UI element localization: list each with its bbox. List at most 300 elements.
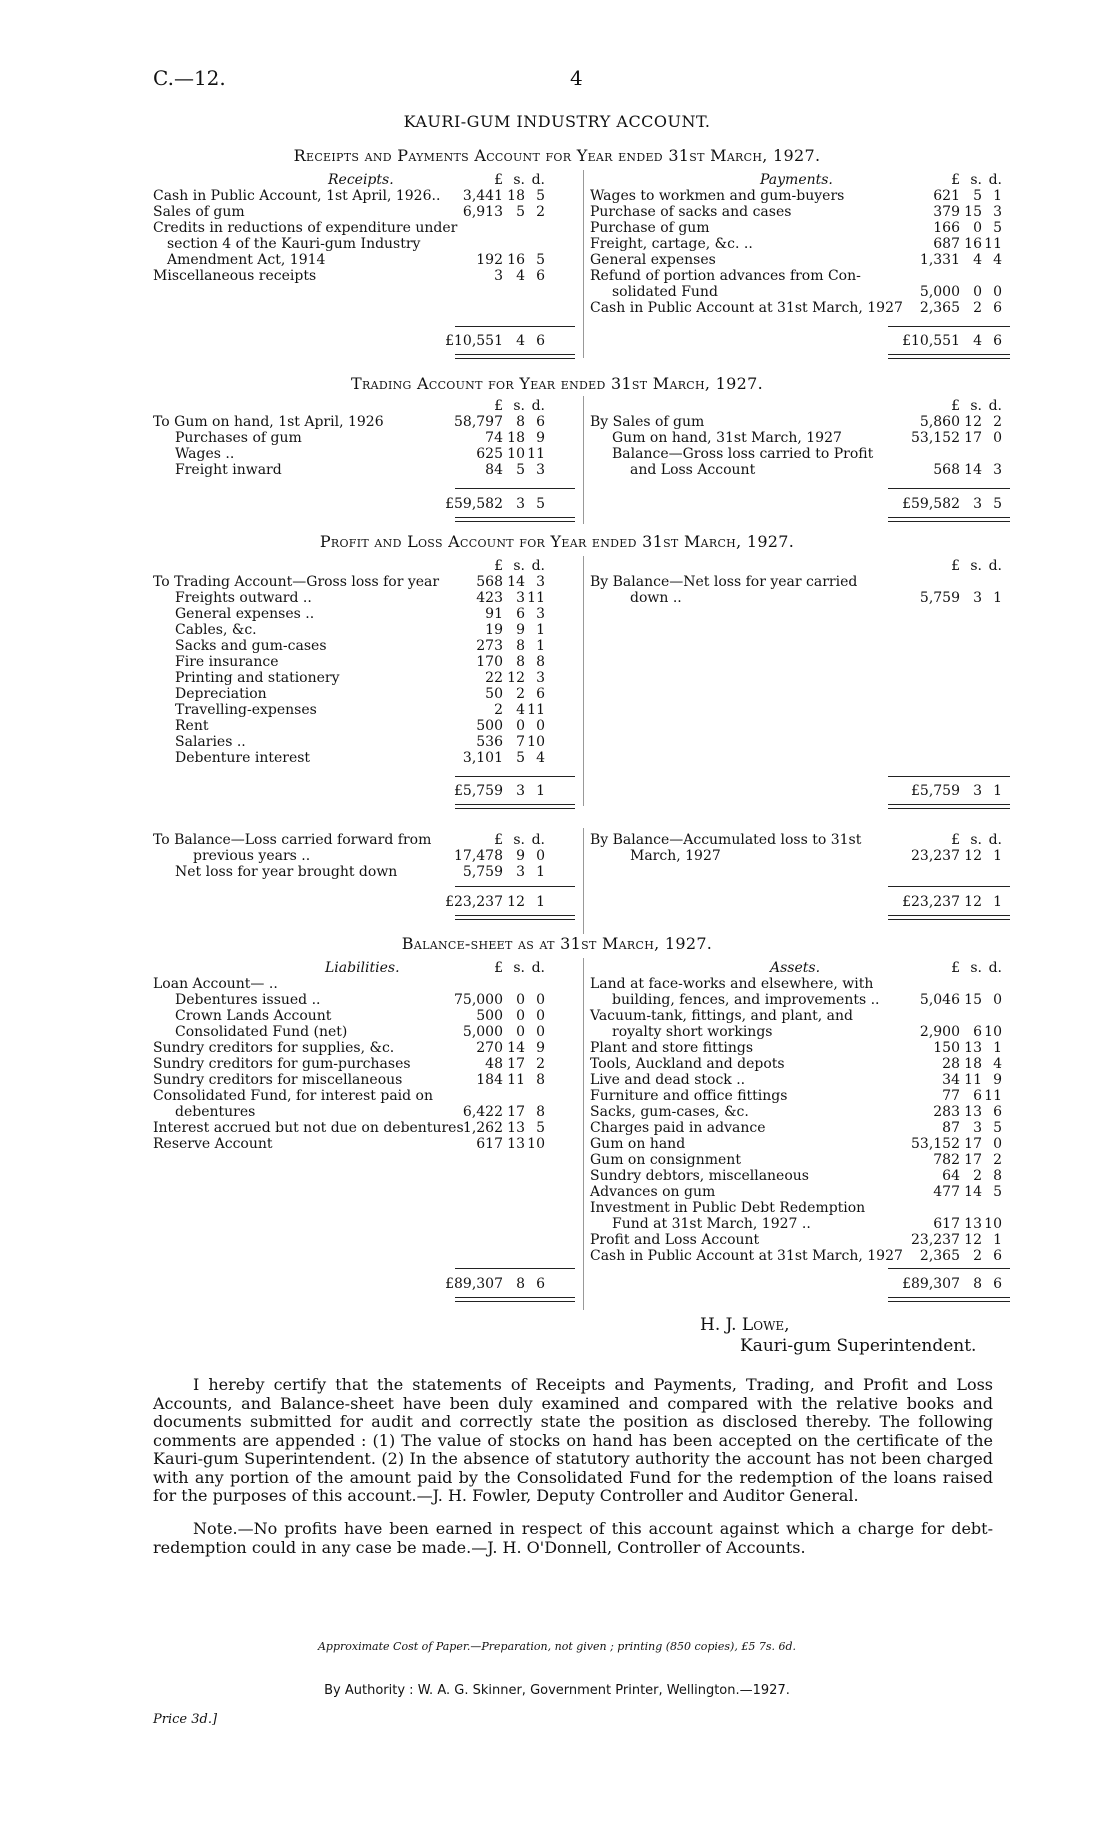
pounds-value: 3,441 <box>462 188 503 204</box>
pounds-value: 568 <box>933 462 960 478</box>
line-label: Fire insurance <box>175 654 279 670</box>
pounds-value: 23,237 <box>911 1232 960 1248</box>
pounds-value: 270 <box>476 1040 503 1056</box>
shillings-value: 12 <box>964 1232 982 1248</box>
pounds-head: £ <box>951 960 960 976</box>
receipt-row <box>153 252 563 268</box>
signatory-name: H. J. Lowe, <box>700 1315 790 1335</box>
pence-value: 3 <box>536 670 545 686</box>
pounds-value: 2 <box>494 702 503 718</box>
trading-credit-row <box>590 446 1010 462</box>
authority-line: By Authority : W. A. G. Skinner, Government Printer, Wellington.—1927. <box>324 1683 790 1698</box>
line-label: Purchase of sacks and cases <box>590 204 792 220</box>
pence-head: d. <box>988 172 1002 188</box>
bs-right-double-rule <box>888 1297 1010 1302</box>
line-label: Profit and Loss Account <box>590 1232 760 1248</box>
pl-debit-row <box>153 670 563 686</box>
shillings-value: 2 <box>973 1168 982 1184</box>
pence-value: 8 <box>993 1168 1002 1184</box>
pl2-right-rule <box>888 886 1010 887</box>
pounds-value: 2,900 <box>919 1024 960 1040</box>
shillings-value: 0 <box>516 992 525 1008</box>
payment-row <box>590 236 1010 252</box>
payments-heading: Payments. <box>760 172 833 188</box>
pounds-value: 2,365 <box>919 1248 960 1264</box>
line-label: Crown Lands Account <box>175 1008 332 1024</box>
pounds-value: 500 <box>476 1008 503 1024</box>
pence-head: d. <box>531 172 545 188</box>
line-label: Charges paid in advance <box>590 1120 766 1136</box>
shillings-value: 3 <box>516 864 525 880</box>
liability-row <box>153 1024 563 1040</box>
pence-value: 1 <box>536 864 545 880</box>
line-label: Sacks, gum-cases, &c. <box>590 1104 749 1120</box>
pence-head: d. <box>531 558 545 574</box>
price-label: Price 3d.] <box>153 1712 218 1727</box>
pounds-value: 6,422 <box>462 1104 503 1120</box>
shillings-value: 14 <box>507 574 525 590</box>
total-pence: 6 <box>536 333 545 349</box>
trading-credit-row <box>590 462 1010 478</box>
trading-credit-row <box>590 430 1010 446</box>
line-label: Credits in reductions of expenditure under <box>153 220 458 236</box>
pounds-value: 283 <box>933 1104 960 1120</box>
pounds-value: 84 <box>485 462 503 478</box>
trading-credit-row <box>590 414 1010 430</box>
shillings-value: 2 <box>973 1248 982 1264</box>
liabilities-heading-row <box>153 960 563 976</box>
pounds-value: 5,860 <box>919 414 960 430</box>
pence-value: 11 <box>984 1088 1002 1104</box>
asset-row <box>590 1072 1010 1088</box>
line-label: Miscellaneous receipts <box>153 268 317 284</box>
pounds-value: 617 <box>476 1136 503 1152</box>
asset-row <box>590 1088 1010 1104</box>
pounds-value: 23,237 <box>911 848 960 864</box>
line-label: Travelling-expenses <box>175 702 317 718</box>
trading-left-rule <box>455 488 575 489</box>
line-label: building, fences, and improvements .. <box>612 992 880 1008</box>
pounds-value: 5,000 <box>462 1024 503 1040</box>
pence-head: d. <box>531 398 545 414</box>
pounds-value: 1,331 <box>919 252 960 268</box>
pence-head: d. <box>988 558 1002 574</box>
pence-value: 3 <box>993 462 1002 478</box>
money-heads-row <box>153 558 563 574</box>
shillings-value: 13 <box>964 1104 982 1120</box>
pence-value: 1 <box>993 1232 1002 1248</box>
trading-debit-row <box>153 430 563 446</box>
pounds-head: £ <box>951 558 960 574</box>
line-label: Depreciation <box>175 686 267 702</box>
payment-row <box>590 300 1010 316</box>
pence-value: 10 <box>527 734 545 750</box>
total-pence: 1 <box>536 783 545 799</box>
pounds-value: 617 <box>933 1216 960 1232</box>
shillings-value: 5 <box>516 750 525 766</box>
pence-value: 6 <box>536 686 545 702</box>
payment-row <box>590 220 1010 236</box>
line-label: Investment in Public Debt Redemption <box>590 1200 866 1216</box>
line-label: Tools, Auckland and depots <box>590 1056 785 1072</box>
pounds-value: 273 <box>476 638 503 654</box>
asset-row <box>590 1120 1010 1136</box>
pence-value: 6 <box>993 300 1002 316</box>
pounds-value: 91 <box>485 606 503 622</box>
line-label: Net loss for year brought down <box>175 864 398 880</box>
pence-value: 11 <box>527 702 545 718</box>
pounds-value: 423 <box>476 590 503 606</box>
pl2-right-double-rule <box>888 915 1010 920</box>
line-label: Purchase of gum <box>590 220 710 236</box>
shillings-value: 17 <box>507 1056 525 1072</box>
asset-row <box>590 1024 1010 1040</box>
rp-left-double-rule <box>455 354 575 359</box>
pence-value: 0 <box>536 1008 545 1024</box>
asset-row <box>590 1104 1010 1120</box>
pounds-value: 50 <box>485 686 503 702</box>
trading-right-double-rule <box>888 517 1010 522</box>
pl-debit-row <box>153 686 563 702</box>
total-pounds: £10,551 <box>445 333 503 349</box>
shillings-value: 17 <box>964 1152 982 1168</box>
shillings-value: 5 <box>516 462 525 478</box>
pence-value: 11 <box>527 590 545 606</box>
line-label: Refund of portion advances from Con- <box>590 268 861 284</box>
pence-value: 2 <box>993 414 1002 430</box>
shillings-value: 13 <box>507 1136 525 1152</box>
pl-debit-row <box>153 750 563 766</box>
pl-debit-row <box>153 734 563 750</box>
line-label: Loan Account— .. <box>153 976 278 992</box>
money-heads-row <box>590 398 1010 414</box>
asset-row <box>590 1008 1010 1024</box>
pounds-value: 625 <box>476 446 503 462</box>
line-label: Sundry creditors for gum-purchases <box>153 1056 411 1072</box>
pl-debit-row <box>153 654 563 670</box>
line-label: Gum on hand <box>590 1136 686 1152</box>
total-pence: 6 <box>993 333 1002 349</box>
trading-left-double-rule <box>455 517 575 522</box>
shillings-value: 17 <box>507 1104 525 1120</box>
pl-debit-row <box>153 606 563 622</box>
shillings-value: 11 <box>507 1072 525 1088</box>
pounds-value: 64 <box>942 1168 960 1184</box>
shillings-head: s. <box>970 960 982 976</box>
shillings-value: 13 <box>507 1120 525 1136</box>
liability-row <box>153 992 563 1008</box>
line-label: To Balance—Loss carried forward from <box>153 832 432 848</box>
pence-value: 10 <box>527 1136 545 1152</box>
pence-value: 1 <box>993 590 1002 606</box>
shillings-value: 16 <box>507 252 525 268</box>
line-label: By Balance—Net loss for year carried <box>590 574 858 590</box>
pounds-value: 5,000 <box>919 284 960 300</box>
pence-value: 5 <box>536 1120 545 1136</box>
pounds-value: 536 <box>476 734 503 750</box>
pounds-value: 2,365 <box>919 300 960 316</box>
shillings-value: 2 <box>973 300 982 316</box>
shillings-head: s. <box>970 558 982 574</box>
pence-value: 6 <box>993 1248 1002 1264</box>
pounds-value: 34 <box>942 1072 960 1088</box>
pl2-credit-row <box>590 848 1010 864</box>
line-label: Debentures issued .. <box>175 992 321 1008</box>
trading-debit-row <box>153 414 563 430</box>
line-label: General expenses .. <box>175 606 315 622</box>
pence-value: 5 <box>993 1184 1002 1200</box>
shillings-value: 6 <box>973 1024 982 1040</box>
line-label: Land at face-works and elsewhere, with <box>590 976 874 992</box>
shillings-value: 16 <box>964 236 982 252</box>
pounds-value: 166 <box>933 220 960 236</box>
line-label: Cash in Public Account at 31st March, 1927 <box>590 1248 903 1264</box>
pl-debit-row <box>153 622 563 638</box>
line-label: Freight, cartage, &c. .. <box>590 236 753 252</box>
pl-debit-column <box>153 558 563 766</box>
pl-right-double-rule <box>888 804 1010 809</box>
asset-row <box>590 1184 1010 1200</box>
note-paragraph: Note.—No profits have been earned in respect of this account against which a charge for debt-redemption could in any case be made.—J. H. O'Donnell, Controller of Accounts. <box>153 1519 993 1557</box>
line-label: Purchases of gum <box>175 430 302 446</box>
shillings-value: 13 <box>964 1216 982 1232</box>
bs-left-rule <box>455 1268 575 1269</box>
line-label: Gum on hand, 31st March, 1927 <box>612 430 842 446</box>
pence-value: 5 <box>536 252 545 268</box>
payments-heading-row <box>590 172 1010 188</box>
shillings-value: 3 <box>973 590 982 606</box>
pounds-value: 5,046 <box>919 992 960 1008</box>
pounds-value: 77 <box>942 1088 960 1104</box>
line-label: Interest accrued but not due on debentures <box>153 1120 464 1136</box>
pounds-value: 19 <box>485 622 503 638</box>
shillings-value: 9 <box>516 622 525 638</box>
total-shillings: 4 <box>973 333 982 349</box>
pounds-head: £ <box>494 832 503 848</box>
total-pence: 1 <box>993 894 1002 910</box>
shillings-head: s. <box>970 172 982 188</box>
liability-row <box>153 1072 563 1088</box>
payment-row <box>590 204 1010 220</box>
trading-credit-column <box>590 398 1010 478</box>
pounds-value: 184 <box>476 1072 503 1088</box>
line-label: Plant and store fittings <box>590 1040 754 1056</box>
shillings-value: 13 <box>964 1040 982 1056</box>
pence-value: 1 <box>536 622 545 638</box>
pounds-value: 3 <box>494 268 503 284</box>
total-pounds: £89,307 <box>445 1276 503 1292</box>
pounds-value: 379 <box>933 204 960 220</box>
pl2-divider <box>583 828 584 934</box>
rp-right-double-rule <box>888 354 1010 359</box>
pounds-head: £ <box>951 398 960 414</box>
line-label: Sundry creditors for miscellaneous <box>153 1072 403 1088</box>
pl-debit-row <box>153 590 563 606</box>
pence-value: 6 <box>993 1104 1002 1120</box>
shillings-value: 8 <box>516 654 525 670</box>
line-label: previous years .. <box>193 848 311 864</box>
pence-value: 0 <box>536 1024 545 1040</box>
line-label: March, 1927 <box>630 848 721 864</box>
shillings-value: 6 <box>516 606 525 622</box>
cost-line: Approximate Cost of Paper.—Preparation, not given ; printing (850 copies), £5 7s. 6d. <box>317 1640 796 1653</box>
trading-right-rule <box>888 488 1010 489</box>
pounds-value: 170 <box>476 654 503 670</box>
bs-right-rule <box>888 1268 1010 1269</box>
shillings-value: 12 <box>964 414 982 430</box>
pl-debit-row <box>153 638 563 654</box>
payment-row <box>590 268 1010 284</box>
liability-row <box>153 1056 563 1072</box>
line-label: down .. <box>630 590 682 606</box>
asset-row <box>590 1232 1010 1248</box>
pounds-value: 53,152 <box>911 1136 960 1152</box>
total-pence: 6 <box>993 1276 1002 1292</box>
pounds-value: 500 <box>476 718 503 734</box>
shillings-head: s. <box>513 832 525 848</box>
shillings-value: 4 <box>973 252 982 268</box>
line-label: Consolidated Fund (net) <box>175 1024 348 1040</box>
liabilities-column <box>153 960 563 1152</box>
pence-value: 5 <box>993 1120 1002 1136</box>
liability-row <box>153 1040 563 1056</box>
pl-credit-row <box>590 574 1010 590</box>
total-shillings: 3 <box>973 783 982 799</box>
asset-row <box>590 1056 1010 1072</box>
pounds-value: 17,478 <box>454 848 503 864</box>
line-label: royalty short workings <box>612 1024 773 1040</box>
pence-head: d. <box>988 832 1002 848</box>
line-label: Cash in Public Account, 1st April, 1926.. <box>153 188 441 204</box>
shillings-head: s. <box>513 172 525 188</box>
receipt-row <box>153 188 563 204</box>
shillings-value: 5 <box>973 188 982 204</box>
pounds-value: 621 <box>933 188 960 204</box>
pence-value: 0 <box>993 992 1002 1008</box>
shillings-value: 0 <box>516 718 525 734</box>
total-pounds: £23,237 <box>445 894 503 910</box>
liability-row <box>153 1136 563 1152</box>
pl-right-rule <box>888 776 1010 777</box>
shillings-value: 0 <box>516 1024 525 1040</box>
pounds-value: 3,101 <box>462 750 503 766</box>
shillings-value: 7 <box>516 734 525 750</box>
pounds-value: 53,152 <box>911 430 960 446</box>
pence-value: 9 <box>536 430 545 446</box>
shillings-value: 3 <box>516 590 525 606</box>
receipts-column <box>153 172 563 284</box>
line-label: Fund at 31st March, 1927 .. <box>612 1216 811 1232</box>
pounds-value: 5,759 <box>462 864 503 880</box>
line-label: Vacuum-tank, fittings, and plant, and <box>590 1008 853 1024</box>
signatory-title: Kauri-gum Superintendent. <box>740 1336 977 1356</box>
total-pence: 5 <box>993 496 1002 512</box>
pounds-value: 87 <box>942 1120 960 1136</box>
line-label: Salaries .. <box>175 734 246 750</box>
receipts-heading-row <box>153 172 563 188</box>
shillings-value: 14 <box>964 462 982 478</box>
payment-row <box>590 284 1010 300</box>
total-pence: 1 <box>536 894 545 910</box>
pence-value: 3 <box>536 462 545 478</box>
pence-value: 5 <box>993 220 1002 236</box>
pounds-head: £ <box>494 558 503 574</box>
shillings-value: 3 <box>973 1120 982 1136</box>
payments-column <box>590 172 1010 316</box>
assets-column <box>590 960 1010 1264</box>
rp-right-rule <box>888 326 1010 327</box>
shillings-head: s. <box>513 960 525 976</box>
pence-head: d. <box>531 960 545 976</box>
pence-value: 1 <box>993 188 1002 204</box>
shillings-value: 5 <box>516 204 525 220</box>
pounds-value: 22 <box>485 670 503 686</box>
shillings-value: 11 <box>964 1072 982 1088</box>
shillings-value: 10 <box>507 446 525 462</box>
shillings-value: 18 <box>507 430 525 446</box>
pence-value: 8 <box>536 1104 545 1120</box>
pl-debit-row <box>153 574 563 590</box>
pence-value: 2 <box>536 1056 545 1072</box>
shillings-head: s. <box>970 398 982 414</box>
pence-value: 0 <box>993 430 1002 446</box>
pence-value: 0 <box>993 1136 1002 1152</box>
pence-value: 4 <box>993 252 1002 268</box>
total-shillings: 3 <box>516 496 525 512</box>
pence-value: 11 <box>527 446 545 462</box>
pounds-value: 74 <box>485 430 503 446</box>
shillings-value: 4 <box>516 702 525 718</box>
total-shillings: 12 <box>507 894 525 910</box>
pounds-head: £ <box>494 960 503 976</box>
pence-value: 5 <box>536 188 545 204</box>
shillings-value: 9 <box>516 848 525 864</box>
payment-row <box>590 188 1010 204</box>
total-pence: 1 <box>993 783 1002 799</box>
line-label: Cash in Public Account at 31st March, 1927 <box>590 300 903 316</box>
pounds-value: 1,262 <box>462 1120 503 1136</box>
shillings-head: s. <box>513 558 525 574</box>
liability-row <box>153 976 563 992</box>
receipt-row <box>153 220 563 236</box>
shillings-head: s. <box>513 398 525 414</box>
receipts-payments-title: Receipts and Payments Account for Year ended 31st March, 1927. <box>293 146 821 165</box>
line-label: Balance—Gross loss carried to Profit <box>612 446 874 462</box>
pence-value: 3 <box>536 574 545 590</box>
shillings-value: 15 <box>964 992 982 1008</box>
pl2-left-rule <box>455 886 575 887</box>
pl-debit-row <box>153 718 563 734</box>
line-label: Gum on consignment <box>590 1152 741 1168</box>
shillings-head: s. <box>970 832 982 848</box>
pence-head: d. <box>988 398 1002 414</box>
shillings-value: 14 <box>964 1184 982 1200</box>
line-label: Wages to workmen and gum-buyers <box>590 188 845 204</box>
pence-value: 4 <box>536 750 545 766</box>
line-label: By Balance—Accumulated loss to 31st <box>590 832 862 848</box>
pence-value: 8 <box>536 1072 545 1088</box>
pence-value: 0 <box>536 848 545 864</box>
pence-value: 3 <box>993 204 1002 220</box>
pence-value: 2 <box>993 1152 1002 1168</box>
shillings-value: 14 <box>507 1040 525 1056</box>
line-label: Sundry debtors, miscellaneous <box>590 1168 809 1184</box>
money-heads-row <box>153 398 563 414</box>
receipts-heading: Receipts. <box>328 172 394 188</box>
line-label: and Loss Account <box>630 462 756 478</box>
total-pounds: £89,307 <box>902 1276 960 1292</box>
pl-debit-row <box>153 702 563 718</box>
